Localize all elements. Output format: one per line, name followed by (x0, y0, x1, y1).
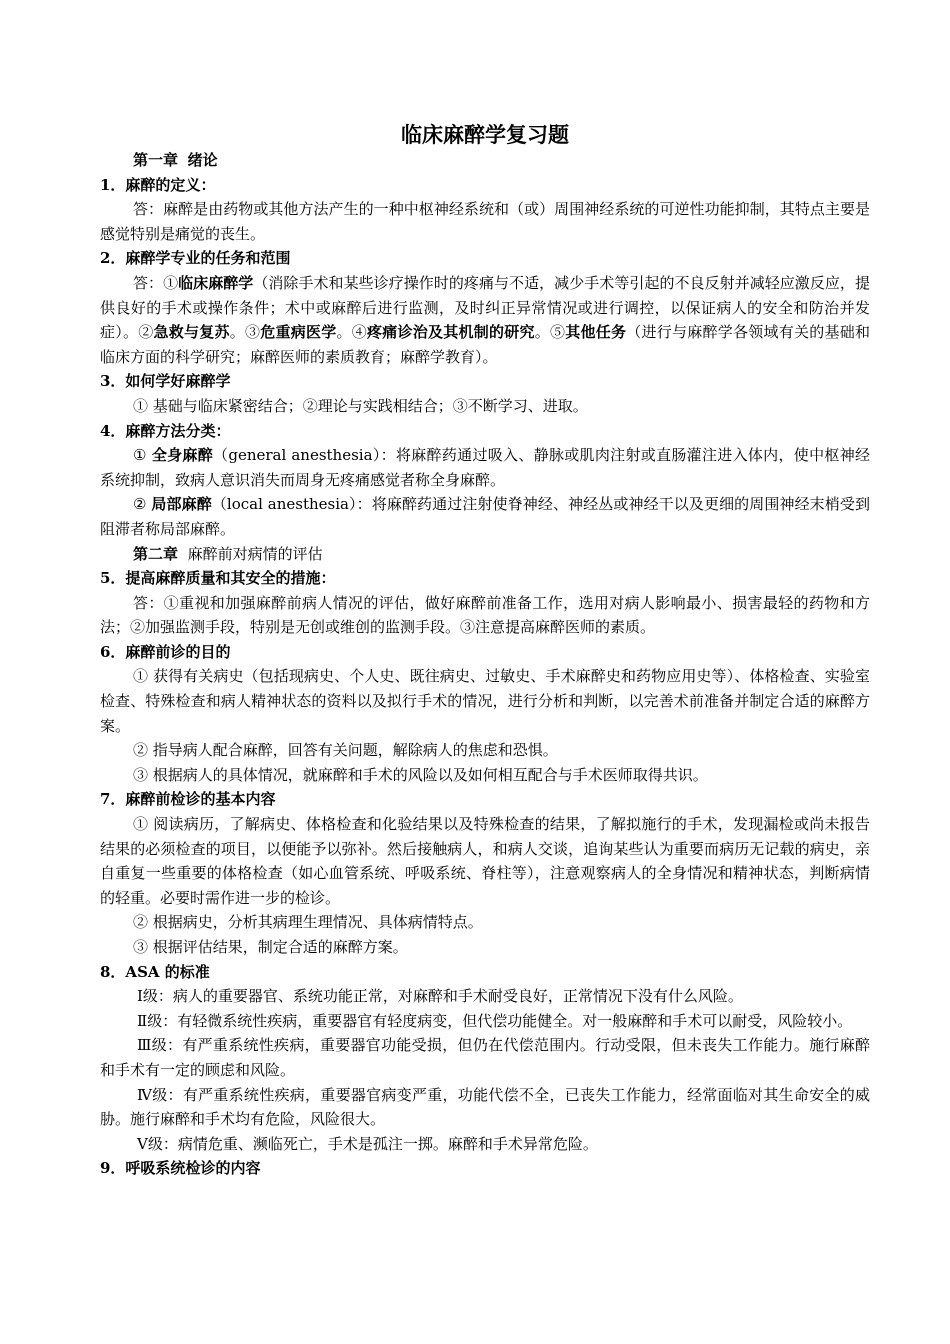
bold-term: 临床麻醉学 (178, 273, 254, 292)
asa-level: Ⅰ级：病人的重要器官、系统功能正常，对麻醉和手术耐受良好，正常情况下没有什么风险。 (137, 987, 743, 1006)
question-heading: 7．麻醉前检诊的基本内容 (100, 790, 276, 809)
question-heading: 5．提高麻醉质量和其安全的措施： (100, 569, 336, 588)
asa-level: Ⅲ级：有严重系统性疾病，重要器官功能受损，但仍在代偿范围内。行动受限，但未丧失工作能力。施行麻醉和手术有一定的顾虑和风险。 (100, 1036, 870, 1079)
asa-level: Ⅳ级：有严重系统性疾病，重要器官病变严重，功能代偿不全，已丧失工作能力，经常面临对其生命安全的威胁。施行麻醉和手术均有危险，风险很大。 (100, 1085, 870, 1129)
answer-text: 。⑤ (534, 323, 566, 342)
question-heading: 4．麻醉方法分类： (100, 421, 231, 440)
answer-text: 。④ (336, 323, 367, 342)
chapter-name: 麻醉前对病情的评估 (187, 544, 323, 563)
asa-level: Ⅱ级：有轻微系统性疾病，重要器官有轻度病变，但代偿功能健全。对一般麻醉和手术可以耐受，风险较小。 (137, 1011, 853, 1030)
answer-paragraph: ① 基础与临床紧密结合；②理论与实践相结合；③不断学习、进取。 (133, 396, 588, 415)
chapter-label: 第二章 (133, 544, 179, 563)
list-item: ③ 根据病人的具体情况，就麻醉和手术的风险以及如何相互配合与手术医师取得共识。 (133, 765, 708, 784)
item-text: （general anesthesia）：将麻醉药通过吸入、静脉或肌肉注射或直肠灌注进入体内，使中枢神经系统抑制，致病人意识消失而周身无疼痛感觉者称全身麻醉。 (100, 446, 870, 489)
list-item: ③ 根据评估结果，制定合适的麻醉方案。 (133, 938, 408, 956)
answer-text: （进行与麻醉学各领域有关的基础和临床方面的科学研究；麻醉医师的素质教育；麻醉学教育）。 (100, 323, 870, 366)
chapter-name: 绪论 (187, 151, 218, 169)
question-heading: 9．呼吸系统检诊的内容 (100, 1159, 261, 1178)
question-heading: 1．麻醉的定义： (100, 175, 216, 194)
answer-paragraph: 答：①重视和加强麻醉前病人情况的评估，做好麻醉前准备工作，选用对病人影响最小、损害最轻的药物和方法；②加强监测手段，特别是无创或维创的监测手段。③注意提高麻醉医师的素质。 (100, 593, 870, 637)
list-item (100, 492, 870, 541)
question-heading: 2．麻醉学专业的任务和范围 (100, 249, 291, 268)
answer-text: 答：① (133, 273, 179, 292)
chapter-heading (100, 542, 870, 567)
list-item: ① 获得有关病史（包括现病史、个人史、既往病史、过敏史、手术麻醉史和药物应用史等）、体格检查、实验室检查、特殊检查和病人精神状态的资料以及拟行手术的情况，进行分析和判断，以完善术前准备并制定合适的麻醉方案。 (100, 667, 870, 735)
answer-paragraph (100, 271, 870, 369)
item-marker: ② (133, 495, 152, 514)
answer-paragraph: 答：麻醉是由药物或其他方法产生的一种中枢神经系统和（或）周围神经系统的可逆性功能抑制，其特点主要是感觉特别是痛觉的丧生。 (100, 200, 870, 243)
question-heading: 8．ASA 的标准 (100, 962, 210, 981)
bold-term: 危重病医学 (260, 323, 337, 342)
bold-term: 急救与复苏 (153, 323, 230, 342)
list-item: ① 阅读病历，了解病史、体格检查和化验结果以及特殊检查的结果，了解拟施行的手术，发现漏检或尚未报告结果的必须检查的项目，以便能予以弥补。然后接触病人，和病人交谈，追询某些认为重要而病历无记载的病史，亲自重复一些重要的体格检查（如心血管系统、呼吸系统、脊柱等），注意观察病人的全身情况和精神状态，判断病情的轻重。必要时需作进一步的检诊。 (100, 815, 870, 907)
item-text: （local anesthesia）：将麻醉药通过注射使脊神经、神经丛或神经干以及更细的周围神经末梢受到阻滞者称局部麻醉。 (100, 495, 870, 538)
list-item: ② 指导病人配合麻醉，回答有关问题，解除病人的焦虑和恐惧。 (133, 741, 558, 760)
answer-text: 。③ (229, 323, 261, 342)
page-title: 临床麻醉学复习题 (401, 123, 569, 147)
bold-term: 疼痛诊治及其机制的研究 (367, 323, 535, 342)
asa-level: Ⅴ级：病情危重、濒临死亡，手术是孤注一掷。麻醉和手术异常危险。 (137, 1134, 598, 1153)
item-marker: ① (133, 446, 152, 465)
list-item: ② 根据病史，分析其病理生理情况、具体病情特点。 (133, 913, 483, 932)
bold-term: 全身麻醉 (151, 446, 214, 465)
bold-term: 局部麻醉 (151, 495, 212, 514)
question-heading: 3．如何学好麻醉学 (100, 372, 231, 391)
answer-text: （消除手术和某些诊疗操作时的疼痛与不适，减少手术等引起的不良反射并减轻应激反应，提供良好的手术或操作条件；术中或麻醉后进行监测，及时纠正异常情况或进行调控，以保证病人的安全和防治并发症）。② (100, 273, 870, 342)
bold-term: 其他任务 (565, 323, 627, 342)
document-page (100, 118, 870, 1181)
question-heading: 6．麻醉前诊的目的 (100, 642, 231, 661)
chapter-label: 第一章 (133, 151, 179, 169)
list-item (100, 443, 870, 492)
